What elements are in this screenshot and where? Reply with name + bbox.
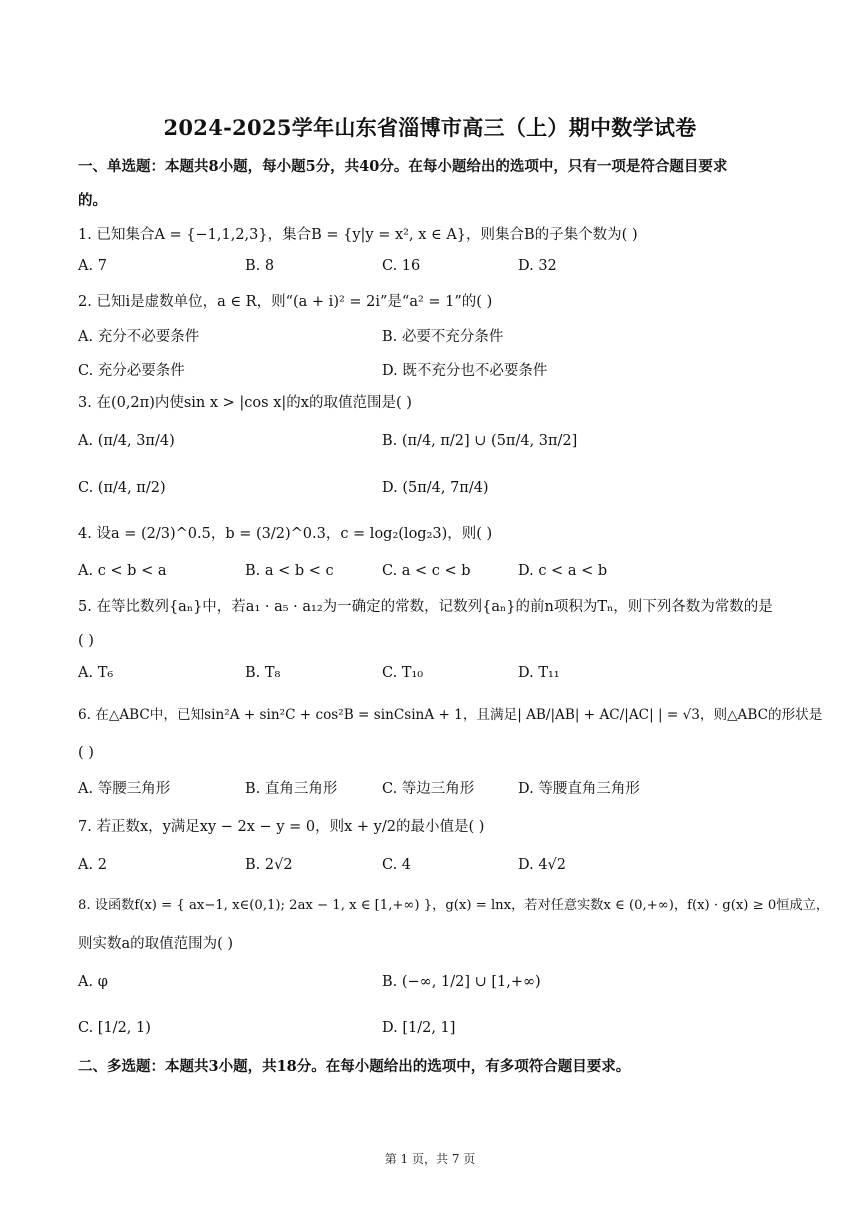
question-5-text-cont: ( ) — [78, 633, 94, 649]
question-7-options — [78, 857, 798, 879]
question-8-options-row-2 — [78, 1020, 798, 1042]
question-2-option-b: B. 必要不充分条件 — [382, 329, 504, 345]
question-7-option-b: B. 2√2 — [245, 857, 293, 873]
section-heading-multiple-choice: 二、多选题：本题共3小题，共18分。在每小题给出的选项中，有多项符合题目要求。 — [78, 1058, 631, 1075]
section-heading-line-1: 一、单选题：本题共8小题，每小题5分，共40分。在每小题给出的选项中，只有一项是符合题目要求 — [78, 158, 728, 175]
question-8-text-cont: 则实数a的取值范围为( ) — [78, 936, 234, 952]
question-3-option-a: A. (π/4, 3π/4) — [78, 433, 175, 449]
question-1-options — [78, 258, 798, 280]
question-3-text: 3. 在(0,2π)内使sin x > |cos x|的x的取值范围是( ) — [78, 395, 412, 411]
question-6-option-b: B. 直角三角形 — [245, 781, 338, 797]
question-3-option-d: D. (5π/4, 7π/4) — [382, 480, 489, 496]
question-4-option-a: A. c < b < a — [78, 563, 167, 579]
question-7-text: 7. 若正数x，y满足xy − 2x − y = 0，则x + y/2的最小值是( ) — [78, 819, 485, 835]
question-3-options-row-2 — [78, 480, 798, 502]
question-5-option-d: D. T₁₁ — [518, 665, 560, 681]
question-1-option-b: B. 8 — [245, 258, 275, 274]
question-6-option-a: A. 等腰三角形 — [78, 781, 171, 797]
question-6-option-c: C. 等边三角形 — [382, 781, 475, 797]
question-7-option-a: A. 2 — [78, 857, 107, 873]
question-4-option-c: C. a < c < b — [382, 563, 471, 579]
question-4-option-b: B. a < b < c — [245, 563, 334, 579]
question-2-option-d: D. 既不充分也不必要条件 — [382, 363, 548, 379]
question-3-option-b: B. (π/4, π/2] ∪ (5π/4, 3π/2] — [382, 433, 578, 449]
question-2-option-a: A. 充分不必要条件 — [78, 329, 200, 345]
question-7-option-d: D. 4√2 — [518, 857, 567, 873]
question-6-option-d: D. 等腰直角三角形 — [518, 781, 640, 797]
question-5-option-c: C. T₁₀ — [382, 665, 424, 681]
question-1-text: 1. 已知集合A = {−1,1,2,3}，集合B = {y|y = x², x ∈ A}，则集合B的子集个数为( ) — [78, 227, 638, 243]
question-2-options-row-2 — [78, 359, 798, 381]
question-6-options — [78, 777, 798, 799]
section-heading-line-2: 的。 — [78, 192, 107, 209]
question-2-option-c: C. 充分必要条件 — [78, 363, 185, 379]
question-6-text: 6. 在△ABC中，已知sin²A + sin²C + cos²B = sinCsinA + 1，且满足| AB/|AB| + AC/|AC| | = √3，则△ABC的形状是 — [78, 707, 823, 723]
question-1-option-c: C. 16 — [382, 258, 421, 274]
question-4-option-d: D. c < a < b — [518, 563, 608, 579]
page-title: 2024-2025学年山东省淄博市高三（上）期中数学试卷 — [163, 115, 697, 140]
question-6-text-cont: ( ) — [78, 745, 94, 761]
question-8-option-c: C. [1/2, 1) — [78, 1020, 151, 1036]
question-7-option-c: C. 4 — [382, 857, 412, 873]
question-2-options-row-1 — [78, 325, 798, 347]
question-5-text: 5. 在等比数列{aₙ}中，若a₁ · a₅ · a₁₂为一确定的常数，记数列{aₙ}的前n项积为Tₙ，则下列各数为常数的是 — [78, 599, 773, 615]
question-1-option-d: D. 32 — [518, 258, 557, 274]
question-5-option-b: B. T₈ — [245, 665, 281, 681]
question-8-option-d: D. [1/2, 1] — [382, 1020, 456, 1036]
question-3-options-row-1 — [78, 433, 798, 455]
question-4-text: 4. 设a = (2/3)^0.5，b = (3/2)^0.3，c = log₂(log₂3)，则( ) — [78, 526, 493, 542]
question-8-text: 8. 设函数f(x) = { ax−1, x∈(0,1); 2ax − 1, x ∈ [1,+∞) }，g(x) = lnx，若对任意实数x ∈ (0,+∞)，f(x) · g(x) ≥ 0恒成立， — [78, 898, 830, 913]
question-1-option-a: A. 7 — [78, 258, 107, 274]
page-footer: 第 1 页，共 7 页 — [384, 1152, 476, 1166]
question-5-options — [78, 665, 798, 687]
question-2-text: 2. 已知i是虚数单位，a ∈ R，则“(a + i)² = 2i”是“a² = 1”的( ) — [78, 294, 493, 310]
question-8-option-b: B. (−∞, 1/2] ∪ [1,+∞) — [382, 974, 541, 990]
question-5-option-a: A. T₆ — [78, 665, 114, 681]
question-3-option-c: C. (π/4, π/2) — [78, 480, 166, 496]
question-8-options-row-1 — [78, 974, 798, 996]
section-heading-single-choice — [78, 150, 783, 218]
question-4-options — [78, 563, 798, 585]
question-8-option-a: A. φ — [78, 974, 108, 990]
